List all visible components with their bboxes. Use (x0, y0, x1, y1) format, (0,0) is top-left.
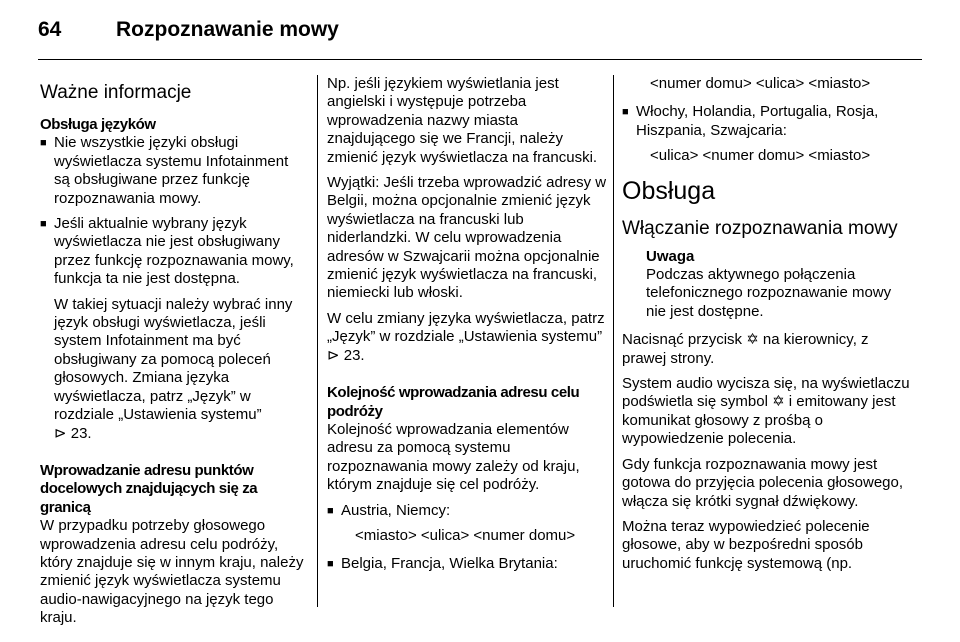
bullet-continuation (40, 296, 308, 443)
paragraph: W celu zmiany języka wyświetlacza, patrz „Język” w rozdziale „Ustawienia systemu” ⊳ 23. (327, 309, 605, 364)
header-rule (38, 59, 922, 60)
subheading-foreign-address: Wprowadzanie adresu punktów docelowych znajdujących się za granicą (40, 461, 258, 516)
page-number: 64 (38, 18, 62, 41)
column-divider-2 (613, 75, 614, 607)
subheading-address-order: Kolejność wprowadzania adresu celu podróży (327, 384, 580, 420)
address-format: <miasto> <ulica> <numer domu> (355, 526, 576, 544)
paragraph: Kolejność wprowadzania elementów adresu za pomocą systemu rozpoznawania mowy zależy od kraju, którym znajduje się cel podróży. (327, 420, 580, 494)
continuation-text: W takiej sytuacji należy wybrać inny język obsługi wyświetlacza, jeśli system Infotainment ma być obsługiwany za pomocą poleceń głosowych. Zmiana języka wyświetlacza, patrz „Język” w rozdziale „Ustawienia systemu” (54, 295, 293, 424)
note-text: Podczas aktywnego połączenia telefonicznego rozpoznawanie mowy nie jest dostępne. (646, 266, 892, 320)
page-title: Rozpoznawanie mowy (116, 18, 339, 41)
address-format: <numer domu> <ulica> <miasto> (650, 75, 871, 92)
section-heading: Obsługa (622, 176, 716, 205)
section-heading: Ważne informacje (40, 82, 192, 103)
column-2 (327, 75, 607, 581)
note-box (622, 248, 912, 322)
paragraph: Nacisnąć przycisk ✡ na kierownicy, z prawej strony. (622, 331, 869, 367)
bullet-item: ■ Jeśli aktualnie wybrany język wyświetlacza nie jest obsługiwany przez funkcję rozpoznawania mowy, funkcja ta nie jest dostępna. (40, 215, 308, 289)
bullet-item: ■ Włochy, Holandia, Portugalia, Rosja, Hiszpania, Szwajcaria: (622, 103, 912, 140)
column-divider-1 (317, 75, 318, 607)
subheading-activate: Włączanie rozpoznawania mowy (622, 217, 898, 239)
paragraph: Gdy funkcja rozpoznawania mowy jest gotowa do przyjęcia polecenia głosowego, włącza się krótki sygnał dźwiękowy. (622, 455, 904, 510)
paragraph: Można teraz wypowiedzieć polecenie głosowe, aby w bezpośredni sposób uruchomić funkcję systemową (np. (622, 517, 870, 572)
column-1 (40, 75, 308, 635)
bullet-item: ■ Nie wszystkie języki obsługi wyświetlacza systemu Infotainment są obsługiwane przez funkcję rozpoznawania mowy. (40, 134, 308, 208)
paragraph: W przypadku potrzeby głosowego wprowadzenia adresu celu podróży, który znajduje się w innym kraju, należy zmienić język wyświetlacza systemu audio-nawigacyjnego na język tego kraju. (40, 517, 304, 627)
paragraph: Wyjątki: Jeśli trzeba wprowadzić adresy w Belgii, można opcjonalnie zmienić język wyświetlacza na francuski lub niderlandzki. W celu wprowadzenia adresów w Szwajcarii można opcjonalnie zmienić język wyświetlacza na francuski, niemiecki lub włoski. (327, 174, 607, 302)
paragraph: Np. jeśli językiem wyświetlania jest angielski i występuje potrzeba wprowadzenia nazwy miasta znajdującego się we Francji, należy zmienić język wyświetlacza na francuski. (327, 75, 598, 166)
bullet-item: ■ Belgia, Francja, Wielka Brytania: (327, 555, 607, 573)
page-header (38, 18, 339, 48)
column-3 (622, 75, 912, 580)
bullet-item: ■ Austria, Niemcy: (327, 502, 607, 520)
paragraph: System audio wycisza się, na wyświetlaczu podświetla się symbol ✡ i emitowany jest komunikat głosowy z prośbą o wypowiedzenie polecenia. (622, 375, 910, 448)
page-reference: ⊳ 23. (54, 424, 92, 442)
address-format: <ulica> <numer domu> <miasto> (650, 147, 871, 165)
subheading-languages: Obsługa języków (40, 116, 156, 133)
note-title: Uwaga (646, 247, 695, 265)
